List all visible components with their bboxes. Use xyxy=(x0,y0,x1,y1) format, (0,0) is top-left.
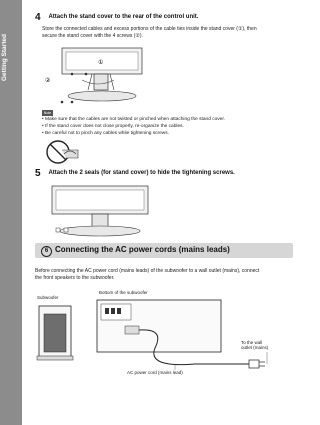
seal-illustration xyxy=(42,184,162,240)
step-5-title: Attach the 2 seals (for stand cover) to hide the tightening screws. xyxy=(48,170,235,176)
step-4-text-line-2: secure the stand cover with the 4 screws (②). xyxy=(42,33,143,39)
sidebar-tab xyxy=(0,0,22,425)
step-4-number: 4 xyxy=(35,12,41,23)
ac-power-cord-label: AC power cord (mains lead) xyxy=(127,370,183,375)
section-header xyxy=(35,243,293,258)
note-badge: Note xyxy=(43,111,52,115)
sidebar-label: Getting Started xyxy=(1,34,8,82)
subwoofer-label: Subwoofer xyxy=(37,295,59,300)
bottom-of-subwoofer-label: Bottom of the subwoofer xyxy=(99,290,148,295)
callout-1: ① xyxy=(98,59,104,66)
intro-line-2: the front speakers to the subwoofer. xyxy=(35,275,115,281)
step-4-title: Attach the stand cover to the rear of the control unit. xyxy=(48,14,199,20)
section-title: Connecting the AC power cords (mains leads) xyxy=(55,245,230,254)
connection-diagram-drawing xyxy=(35,290,297,375)
wall-outlet-label xyxy=(241,340,268,350)
step-4-text-line-1: Store the connected cables and excess portions of the cable ties inside the stand cover (①), then xyxy=(42,26,257,32)
connection-diagram xyxy=(35,290,297,375)
wall-outlet-label-line-2: outlet (mains) xyxy=(241,345,269,350)
callout-2: ② xyxy=(45,77,51,84)
note-item: • If the stand cover does not close properly, re-organize the cables. xyxy=(42,123,282,130)
note-list xyxy=(42,116,282,137)
step-5-number: 5 xyxy=(35,168,41,179)
pinch-warning-illustration xyxy=(44,138,82,166)
section-number-badge: 6 xyxy=(41,246,52,257)
intro-line-1: Before connecting the AC power cord (mains leads) of the subwoofer to a wall outlet (mains), connect xyxy=(35,268,260,274)
note-item: • Make sure that the cables are not twisted or pinched when attaching the stand cover. xyxy=(42,116,282,123)
stand-cover-illustration xyxy=(42,44,152,106)
wall-outlet-label-line-1: To the wall xyxy=(241,340,263,345)
note-item: • Be careful not to pinch any cables while tightening screws. xyxy=(42,130,282,137)
intro-paragraph xyxy=(35,268,295,282)
step-4-text xyxy=(42,26,292,40)
